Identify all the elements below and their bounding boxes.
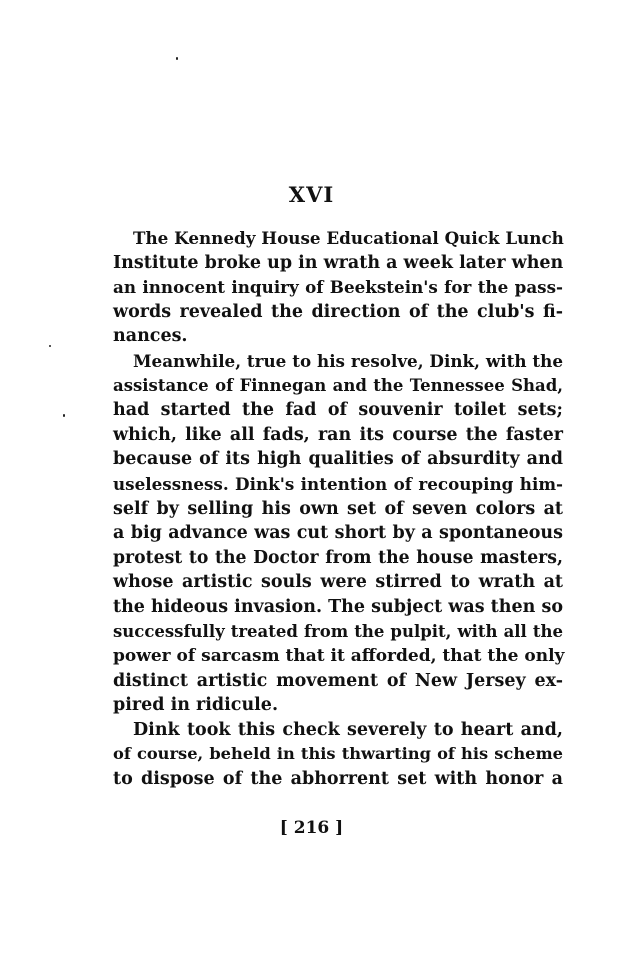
- text-line: protest to the Doctor from the house masters,: [113, 547, 563, 568]
- text-line: which, like all fads, ran its course the faster: [113, 424, 563, 445]
- text-line: The Kennedy House Educational Quick Lunch: [133, 228, 564, 248]
- scan-speck: [49, 345, 51, 347]
- text-line: self by selling his own set of seven colors at: [113, 498, 563, 519]
- text-line: Institute broke up in wrath a week later when: [113, 252, 564, 273]
- scan-speck: [63, 414, 65, 417]
- page-number: [ 216 ]: [279, 818, 344, 838]
- text-line: had started the fad of souvenir toilet sets;: [113, 400, 563, 421]
- text-line: because of its high qualities of absurdity and: [113, 449, 563, 470]
- chapter-heading: XVI: [288, 182, 335, 207]
- text-line: a big advance was cut short by a spontaneous: [113, 523, 563, 544]
- text-line: words revealed the direction of the club's fi-: [113, 301, 563, 322]
- text-line: pired in ridicule.: [113, 695, 279, 716]
- text-line: Dink took this check severely to heart and,: [133, 719, 563, 740]
- text-line: an innocent inquiry of Beekstein's for the pass-: [113, 277, 563, 298]
- text-line: assistance of Finnegan and the Tennessee Shad,: [113, 375, 563, 395]
- text-line: Meanwhile, true to his resolve, Dink, with the: [133, 350, 563, 371]
- text-line: nances.: [113, 326, 188, 347]
- text-line: successfully treated from the pulpit, with all the: [113, 621, 563, 641]
- text-line: to dispose of the abhorrent set with honor a: [113, 769, 563, 790]
- body-text: [113, 226, 563, 792]
- text-line: whose artistic souls were stirred to wrath at: [113, 572, 563, 593]
- text-line: power of sarcasm that it afforded, that the only: [113, 646, 565, 667]
- text-line: distinct artistic movement of New Jersey ex-: [113, 670, 563, 691]
- text-line: the hideous invasion. The subject was then so: [113, 596, 563, 617]
- scan-speck: [176, 57, 178, 60]
- text-line: uselessness. Dink's intention of recouping him-: [113, 473, 563, 494]
- text-line: of course, beheld in this thwarting of his scheme: [113, 744, 563, 764]
